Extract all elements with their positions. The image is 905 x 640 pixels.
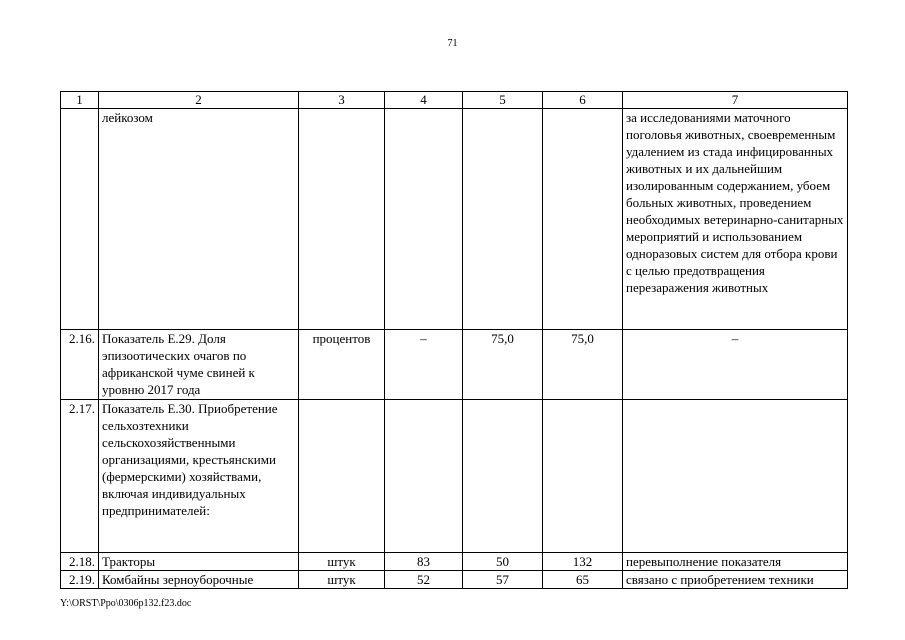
indicator-name: Показатель Е.30. Приобретение сельхозтехники сельскохозяйственными организациями, крестьянскими (фермерскими) хозяйствами, включая индивидуальных предпринимателей: [99, 400, 299, 553]
row-number: 2.19. [61, 571, 99, 589]
column-header: 1 [61, 92, 99, 109]
table-row [61, 330, 848, 400]
value-cell [543, 109, 623, 330]
value-cell: 83 [385, 553, 463, 571]
table-row [61, 400, 848, 553]
table-row [61, 571, 848, 589]
table-row [61, 553, 848, 571]
table-row [61, 109, 848, 330]
value-cell [385, 400, 463, 553]
column-header: 6 [543, 92, 623, 109]
page-number: 71 [447, 38, 458, 49]
indicator-name: лейкозом [99, 109, 299, 330]
value-cell [463, 109, 543, 330]
value-cell [463, 400, 543, 553]
unit-cell: штук [299, 571, 385, 589]
value-cell: 75,0 [463, 330, 543, 400]
value-cell: 52 [385, 571, 463, 589]
row-number [61, 109, 99, 330]
indicator-name: Тракторы [99, 553, 299, 571]
value-cell: 57 [463, 571, 543, 589]
file-path-footer: Y:\ORST\Ppo\0306p132.f23.doc [60, 598, 192, 609]
comment-cell: – [623, 330, 848, 400]
indicator-name: Показатель Е.29. Доля эпизоотических очагов по африканской чуме свиней к уровню 2017 года [99, 330, 299, 400]
unit-cell [299, 109, 385, 330]
comment-cell: за исследованиями маточного поголовья животных, своевременным удалением из стада инфицированных животных и их дальнейшим изолированным содержанием, убоем больных животных, проведением необходимых ветеринарно-санитарных мероприятий и использованием одноразовых систем для отбора крови с целью предотвращения перезаражения животных [623, 109, 848, 330]
value-cell: 75,0 [543, 330, 623, 400]
row-number: 2.18. [61, 553, 99, 571]
value-cell [385, 109, 463, 330]
row-number: 2.17. [61, 400, 99, 553]
table-header-row [61, 92, 848, 109]
value-cell [543, 400, 623, 553]
comment-cell: перевыполнение показателя [623, 553, 848, 571]
column-header: 3 [299, 92, 385, 109]
unit-cell: штук [299, 553, 385, 571]
unit-cell: процентов [299, 330, 385, 400]
row-number: 2.16. [61, 330, 99, 400]
value-cell: 132 [543, 553, 623, 571]
unit-cell [299, 400, 385, 553]
column-header: 2 [99, 92, 299, 109]
indicator-name: Комбайны зерноуборочные [99, 571, 299, 589]
value-cell: 65 [543, 571, 623, 589]
comment-cell: связано с приобретением техники [623, 571, 848, 589]
column-header: 5 [463, 92, 543, 109]
comment-cell [623, 400, 848, 553]
indicators-table [60, 91, 848, 589]
column-header: 7 [623, 92, 848, 109]
value-cell: – [385, 330, 463, 400]
column-header: 4 [385, 92, 463, 109]
value-cell: 50 [463, 553, 543, 571]
